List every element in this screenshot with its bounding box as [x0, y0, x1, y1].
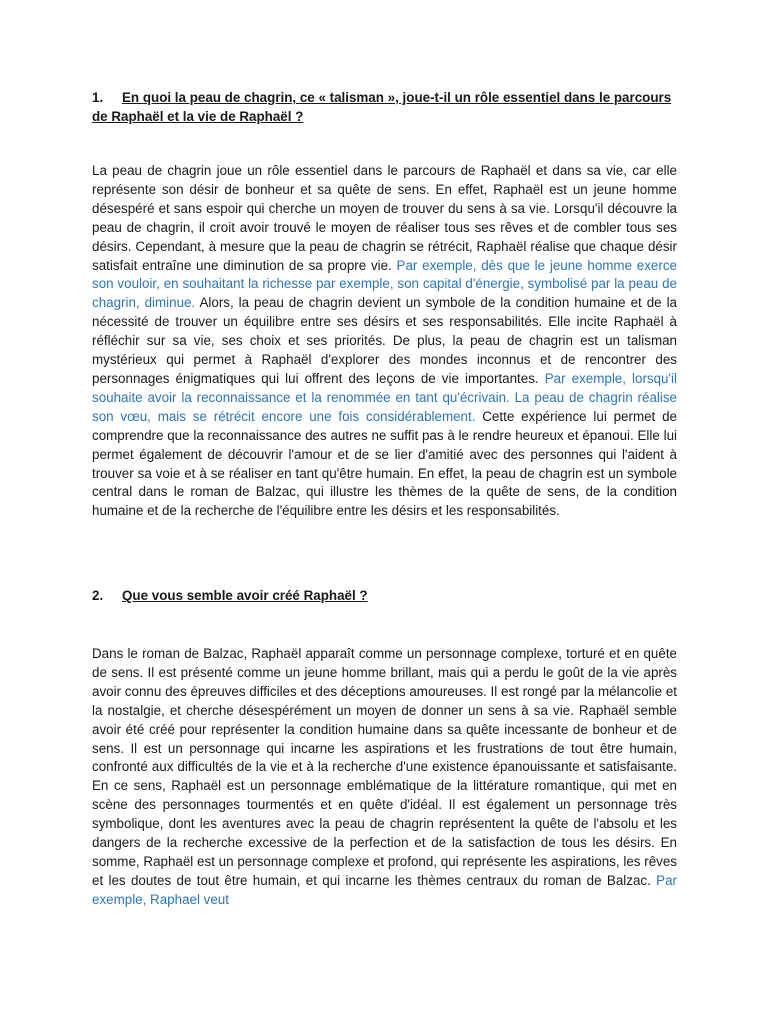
question-1-heading [92, 88, 678, 126]
answer-1-text-3: Cette expérience lui permet de comprendre que la reconnaissance des autres ne suffit pas à le rendre heureux et épanoui. Elle lui permet également de découvrir l'amour et de se lier d'amitié avec des personnes qui l'aident à trouver sa voie et à se réaliser en tant qu'être humain. En effet, la peau de chagrin est un symbole central dans le roman de Balzac, qui illustre les thèmes de la quête de sens, de la condition humaine et de la recherche de l'équilibre entre les désirs et les responsabilités. [92, 408, 677, 519]
question-1-number: 1. [92, 90, 104, 105]
question-1-text: En quoi la peau de chagrin, ce « talisman », joue-t-il un rôle essentiel dans le parcours de Raphaël et la vie de Raphaël ? [92, 90, 672, 124]
answer-2-text-1: Dans le roman de Balzac, Raphaël apparaît comme un personnage complexe, torturé et en quête de sens. Il est présenté comme un jeune homme brillant, mais qui a perdu le goût de la vie après avoir connu des épreuves difficiles et des déceptions amoureuses. Il est rongé par la mélancolie et la nostalgie, et cherche désespérément un moyen de donner un sens à sa vie. Raphaël semble avoir été créé pour représenter la condition humaine dans sa quête incessante de bonheur et de sens. Il est un personnage qui incarne les aspirations et les frustrations de tout être humain, confronté aux difficultés de la vie et à la recherche d'une existence épanouissante et satisfaisante. En ce sens, Raphaël est un personnage emblématique de la littérature romantique, qui met en scène des personnages tourmentés et en quête d'idéal. Il est également un personnage très symbolique, dont les aventures avec la peau de chagrin représentent la quête de l'absolu et les dangers de la recherche excessive de la perfection et de la satisfaction de tous les désirs. En somme, Raphaël est un personnage complexe et profond, qui représente les aspirations, les rêves et les doutes de tout être humain, et qui incarne les thèmes centraux du roman de Balzac. [92, 646, 677, 888]
answer-2-example-1: Par exemple, Raphael veut [92, 872, 677, 907]
answer-1-example-2: Par exemple, lorsqu'il souhaite avoir la reconnaissance et la renommée en tant qu'écrivain. La peau de chagrin réalise son vœu, mais se rétrécit encore une fois considérablement. [92, 370, 677, 424]
question-2-number: 2. [92, 588, 104, 603]
answer-1-text-1: La peau de chagrin joue un rôle essentiel dans le parcours de Raphaël et dans sa vie, car elle représente son désir de bonheur et sa quête de sens. En effet, Raphaël est un jeune homme désespéré et sans espoir qui cherche un moyen de trouver du sens à sa vie. Lorsqu'il découvre la peau de chagrin, il croit avoir trouvé le moyen de réaliser tous ses rêves et de combler tous ses désirs. Cependant, à mesure que la peau de chagrin se rétrécit, Raphaël réalise que chaque désir satisfait entraîne une diminution de sa propre vie. [92, 163, 677, 273]
answer-1-example-1: Par exemple, dès que le jeune homme exerce son vouloir, en souhaitant la richesse par exemple, son capital d'énergie, symbolisé par la peau de chagrin, diminue. [92, 257, 677, 311]
answer-1-paragraph [92, 162, 677, 521]
question-2-text: Que vous semble avoir créé Raphaël ? [122, 588, 368, 603]
answer-1-text-2: Alors, la peau de chagrin devient un symbole de la condition humaine et de la nécessité de trouver un équilibre entre ses désirs et ses responsabilités. Elle incite Raphaël à réfléchir sur sa vie, ses choix et ses priorités. De plus, la peau de chagrin est un talisman mystérieux qui permet à Raphaël d'explorer des mondes inconnus et de rencontrer des personnages énigmatiques qui lui offrent des leçons de vie importantes. [92, 295, 677, 386]
answer-2-paragraph [92, 645, 677, 910]
question-2-heading [92, 586, 678, 605]
